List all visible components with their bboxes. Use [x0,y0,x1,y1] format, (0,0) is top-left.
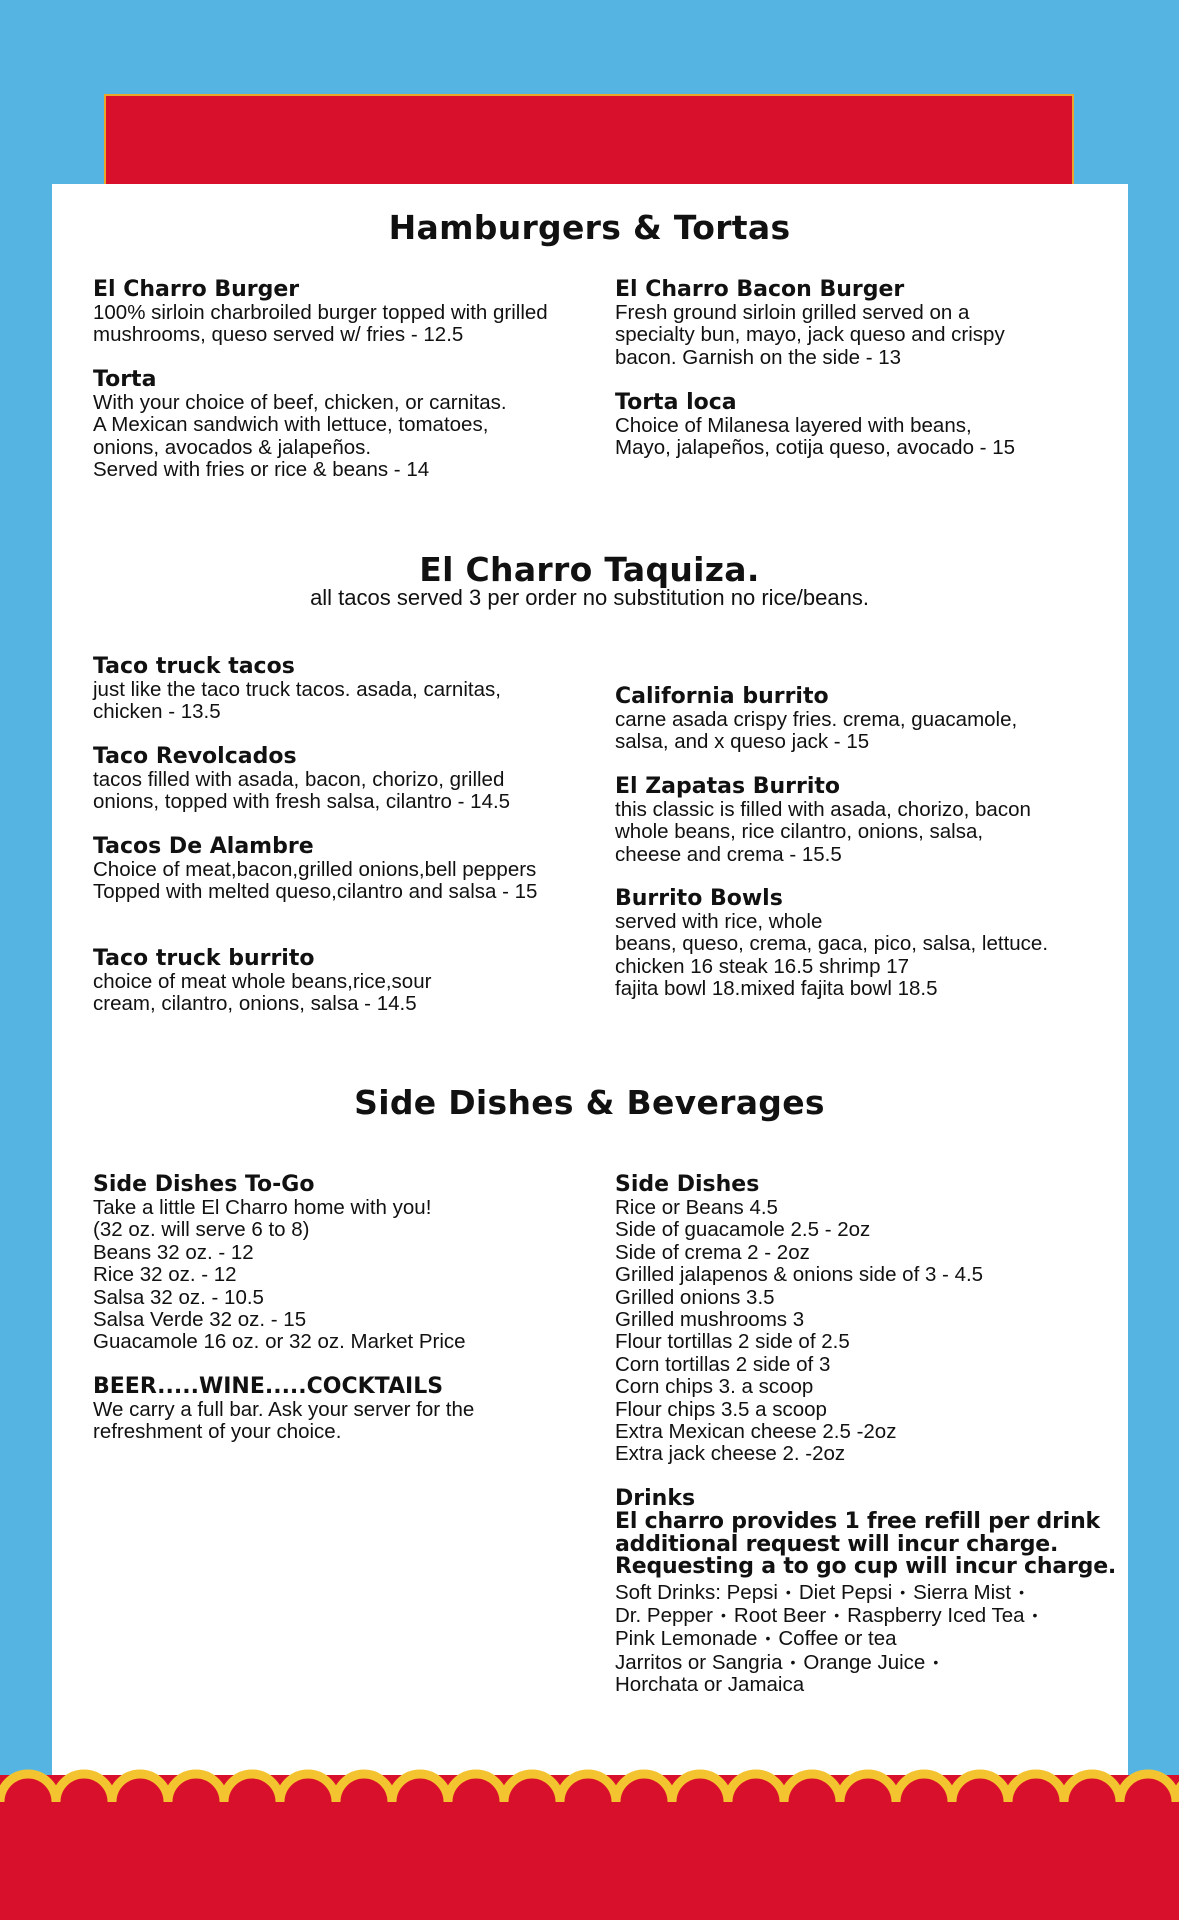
drink-item: Pink Lemonade [615,1627,758,1651]
separator-dot: • [1032,1606,1038,1623]
item-name: Taco Revolcados [93,744,297,769]
item-desc: Choice of Milanesa layered with beans, Mayo, jalapeños, cotija queso, avocado - 15 [615,414,1016,460]
item-name: Torta loca [615,390,737,415]
item-desc: Fresh ground sirloin grilled served on a specialty bun, mayo, jack queso and crispy bacon. Garnish on the side - 13 [615,301,1005,369]
item-desc: 100% sirloin charbroiled burger topped with grilled mushrooms, queso served w/ fries - 12.5 [93,301,548,347]
item-name: El Zapatas Burrito [615,774,841,799]
drinks-line [615,1651,1135,1674]
menu-item [93,745,593,814]
section-title-taquiza: El Charro Taquiza. [419,550,760,589]
item-desc: served with rice, whole beans, queso, crema, gaca, pico, salsa, lettuce. chicken 16 steak 16.5 shrimp 17 fajita bowl 18.mixed fajita bowl 18.5 [615,910,1049,1001]
menu-item [615,887,1125,1001]
scalloped-border [0,1740,1179,1920]
bottom-band-fill [0,1802,1179,1920]
menu-item [93,1173,593,1354]
menu-item [615,775,1125,866]
drinks-line [615,1581,1135,1604]
drinks-section [615,1487,1135,1697]
separator-dot: • [933,1653,939,1670]
item-name: Side Dishes [615,1172,760,1197]
drink-item: Orange Juice [803,1650,926,1674]
menu-item [93,835,613,904]
drinks-line [615,1604,1135,1627]
item-name: Taco truck tacos [93,654,295,679]
item-name: El Charro Burger [93,277,300,302]
item-name: Drinks [615,1486,696,1511]
item-desc: Choice of meat,bacon,grilled onions,bell peppers Topped with melted queso,cilantro and salsa - 15 [93,858,538,904]
drink-item: Sierra Mist [913,1580,1012,1604]
separator-dot: • [834,1606,840,1623]
item-desc: choice of meat whole beans,rice,sour cream, cilantro, onions, salsa - 14.5 [93,970,432,1016]
drinks-line [615,1674,1135,1696]
item-name: Taco truck burrito [93,946,315,971]
item-desc: just like the taco truck tacos. asada, carnitas, chicken - 13.5 [93,678,501,724]
drink-item: Horchata or Jamaica [615,1673,805,1697]
item-name: California burrito [615,684,829,709]
drink-item: Raspberry Iced Tea [847,1603,1025,1627]
item-desc: carne asada crispy fries. crema, guacamole, salsa, and x queso jack - 15 [615,708,1018,754]
drink-item: Dr. Pepper [615,1603,713,1627]
menu-item [93,655,593,724]
separator-dot: • [900,1583,906,1600]
item-name: Torta [93,367,157,392]
separator-dot: • [790,1653,796,1670]
menu-item [93,1375,593,1444]
item-name: Burrito Bowls [615,886,783,911]
separator-dot: • [765,1630,771,1647]
drink-item: Jarritos or Sangria [615,1650,783,1674]
menu-item [93,278,613,347]
menu-item [615,278,1125,369]
section-title-sides: Side Dishes & Beverages [354,1083,825,1122]
drinks-list [615,1581,1135,1697]
top-banner [104,94,1074,194]
item-name: Side Dishes To-Go [93,1172,315,1197]
drink-item: Soft Drinks: Pepsi [615,1580,778,1604]
item-desc: With your choice of beef, chicken, or carnitas. A Mexican sandwich with lettuce, tomatoes, onions, avocados & jalapeños. Served with fries or rice & beans - 14 [93,391,507,482]
separator-dot: • [1019,1583,1025,1600]
menu-item [93,947,593,1016]
item-desc: this classic is filled with asada, chorizo, bacon whole beans, rice cilantro, onions, salsa, cheese and crema - 15.5 [615,798,1031,866]
drink-item: Root Beer [733,1603,827,1627]
item-desc: Take a little El Charro home with you! (32 oz. will serve 6 to 8) Beans 32 oz. - 12 Rice 32 oz. - 12 Salsa 32 oz. - 10.5 Salsa Verde 32 oz. - 15 Guacamole 16 oz. or 32 oz. Market Price [93,1196,466,1354]
section-title-hamburgers: Hamburgers & Tortas [388,208,791,247]
separator-dot: • [785,1583,791,1600]
section-subtitle: all tacos served 3 per order no substitution no rice/beans. [310,585,869,610]
menu-item [615,1173,1125,1466]
item-name: El Charro Bacon Burger [615,277,905,302]
item-name: Tacos De Alambre [93,834,314,859]
drink-item: Diet Pepsi [798,1580,893,1604]
menu-item [615,685,1125,754]
item-desc: tacos filled with asada, bacon, chorizo, grilled onions, topped with fresh salsa, cilantro - 14.5 [93,768,511,814]
drinks-line [615,1627,1135,1650]
menu-item [93,368,593,482]
separator-dot: • [721,1606,726,1623]
drinks-notice: El charro provides 1 free refill per drink additional request will incur charge. Requesting a to go cup will incur charge. [615,1509,1117,1579]
item-desc: We carry a full bar. Ask your server for the refreshment of your choice. [93,1398,475,1444]
drink-item: Coffee or tea [778,1627,897,1651]
item-name: BEER.....WINE.....COCKTAILS [93,1374,444,1399]
menu-item [615,391,1125,460]
item-desc: Rice or Beans 4.5 Side of guacamole 2.5 - 2oz Side of crema 2 - 2oz Grilled jalapenos & onions side of 3 - 4.5 Grilled onions 3.5 Grilled mushrooms 3 Flour tortillas 2 side of 2.5 Corn tortillas 2 side of 3 Corn chips 3. a scoop Flour chips 3.5 a scoop Extra Mexican cheese 2.5 -2oz Extra jack cheese 2. -2oz [615,1196,984,1466]
